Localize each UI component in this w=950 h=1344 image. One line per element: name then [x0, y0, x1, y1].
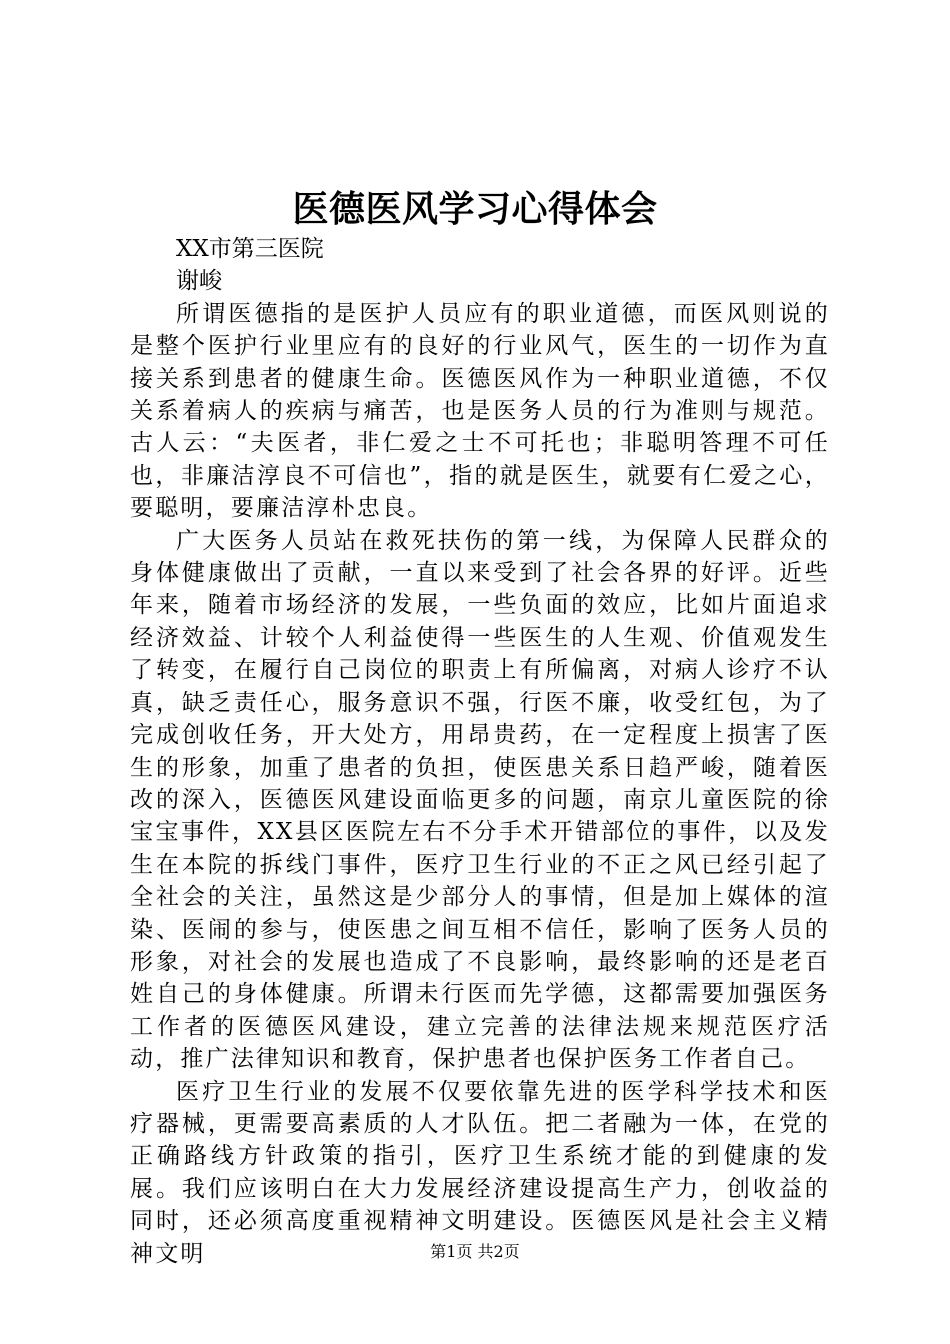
paragraph-2: 广大医务人员站在救死扶伤的第一线，为保障人民群众的身体健康做出了贡献，一直以来受到了社会各界的好评。近些年来，随着市场经济的发展，一些负面的效应，比如片面追求经济效益、计较个人利益使得一些医生的人生观、价值观发生了转变，在履行自己岗位的职责上有所偏离，对病人诊疗不认真，缺乏责任心，服务意识不强，行医不廉，收受红包，为了完成创收任务，开大处方，用昂贵药，在一定程度上损害了医生的形象，加重了患者的负担，使医患关系日趋严峻，随着医改的深入，医德医风建设面临更多的问题，南京儿童医院的徐宝宝事件，XX县区医院左右不分手术开错部位的事件，以及发生在本院的拆线门事件，医疗卫生行业的不正之风已经引起了全社会的关注，虽然这是少部分人的事情，但是加上媒体的渲染、医闹的参与，使医患之间互相不信任，影响了医务人员的形象，对社会的发展也造成了不良影响，最终影响的还是老百姓自己的身体健康。所谓未行医而先学德，这都需要加强医务工作者的医德医风建设，建立完善的法律法规来规范医疗活动，推广法律知识和教育，保护患者也保护医务工作者自己。	[130, 527, 830, 1073]
document-title: 医德医风学习心得体会	[292, 188, 658, 230]
page-number-footer: 第1页 共2页	[430, 1242, 520, 1261]
paragraph-1: 所谓医德指的是医护人员应有的职业道德，而医风则说的是整个医护行业里应有的良好的行业风气，医生的一切作为直接关系到患者的健康生命。医德医风作为一种职业道德，不仅关系着病人的疾病与痛苦，也是医务人员的行为准则与规范。古人云：“夫医者，非仁爱之士不可托也；非聪明答理不可任也，非廉洁淳良不可信也”，指的就是医生，就要有仁爱之心，要聪明，要廉洁淳朴忠良。	[130, 300, 830, 522]
author-line: 谢峻	[176, 268, 222, 295]
organization-line: XX市第三医院	[176, 236, 324, 262]
paragraph-3: 医疗卫生行业的发展不仅要依靠先进的医学科学技术和医疗器械，更需要高素质的人才队伍。把二者融为一体，在党的正确路线方针政策的指引，医疗卫生系统才能的到健康的发展。我们应该明白在大力发展经济建设提高生产力，创收益的同时，还必须高度重视精神文明建设。医德医风是社会主义精神文明	[130, 1078, 830, 1267]
document-body	[130, 233, 830, 1270]
